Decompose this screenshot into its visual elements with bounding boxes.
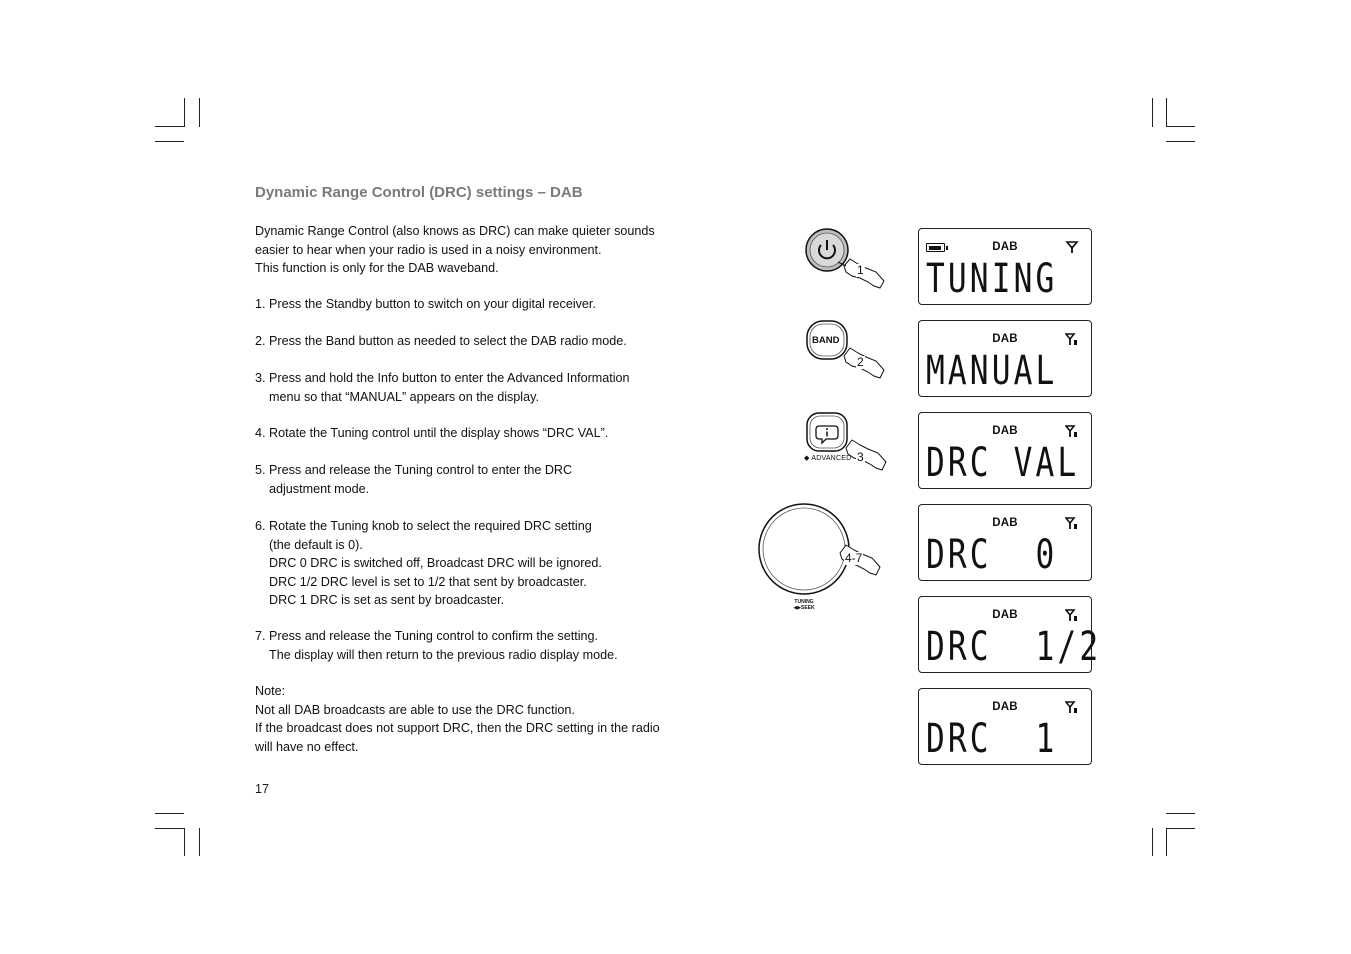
signal-antenna-icon <box>1065 240 1079 254</box>
signal-antenna-icon <box>1065 332 1079 346</box>
text-line: Not all DAB broadcasts are able to use the DRC function. <box>255 702 575 717</box>
text-line: menu so that “MANUAL” appears on the display. <box>269 389 539 404</box>
signal-antenna-icon <box>1065 516 1079 530</box>
page-number: 17 <box>255 782 270 796</box>
text-line: This function is only for the DAB waveband. <box>255 261 499 275</box>
drc-option-1: DRC 1 DRC is set as sent by broadcaster. <box>269 593 505 607</box>
text-line: Dynamic Range Control (also knows as DRC) can make quieter sounds <box>255 224 655 238</box>
band-indicator: DAB <box>992 609 1018 621</box>
lcd-text: DRC 0 <box>926 532 1058 578</box>
drc-option-half: DRC 1/2 DRC level is set to 1/2 that sent by broadcaster. <box>269 574 587 589</box>
text-line: 1. Press the Standby button to switch on your digital receiver. <box>255 297 596 311</box>
text-line: easier to hear when your radio is used in a noisy environment. <box>255 242 602 257</box>
text-line: 4. Rotate the Tuning control until the display shows “DRC VAL”. <box>255 426 609 440</box>
tuning-knob-icon <box>756 503 886 599</box>
lcd-display <box>918 228 1092 305</box>
step-5 <box>255 461 725 498</box>
text-line: 7. Press and release the Tuning control to confirm the setting. <box>255 629 599 643</box>
band-indicator: DAB <box>992 425 1018 437</box>
info-button-illustration <box>804 412 890 482</box>
text-line: 3. Press and hold the Info button to enter the Advanced Information <box>255 371 630 385</box>
text-line: If the broadcast does not support DRC, then the DRC setting in the radio <box>255 721 660 735</box>
standby-icon <box>800 226 890 292</box>
text-line: 2. Press the Band button as needed to select the DAB radio mode. <box>255 334 627 348</box>
lcd-display <box>918 320 1092 397</box>
signal-antenna-icon <box>1065 424 1079 438</box>
drc-option-0: DRC 0 DRC is switched off, Broadcast DRC will be ignored. <box>269 556 602 570</box>
seek-label-line: ◀▶SEEK <box>793 605 815 611</box>
step-number: 4-7 <box>845 551 863 565</box>
note-title: Note: <box>255 684 286 698</box>
lcd-display <box>918 412 1092 489</box>
advanced-label: ◆ ADVANCED <box>804 455 852 462</box>
lcd-text: DRC 1 <box>926 716 1058 762</box>
step-number: 3 <box>857 450 864 464</box>
step-4 <box>255 424 725 443</box>
step-3 <box>255 369 725 406</box>
step-number: 2 <box>857 355 864 369</box>
info-icon <box>804 412 890 482</box>
band-indicator: DAB <box>992 517 1018 529</box>
band-icon <box>806 320 890 386</box>
page-title: Dynamic Range Control (DRC) settings – DAB <box>255 184 583 201</box>
text-line: will have no effect. <box>255 739 359 754</box>
lcd-text: DRC VAL <box>926 440 1080 486</box>
lcd-display <box>918 688 1092 765</box>
note-block <box>255 682 725 756</box>
lcd-text: DRC 1/2 <box>926 624 1102 670</box>
lcd-text: MANUAL <box>926 348 1058 394</box>
signal-antenna-icon <box>1065 700 1079 714</box>
band-indicator: DAB <box>992 241 1018 253</box>
text-line: adjustment mode. <box>269 481 370 496</box>
step-7 <box>255 627 725 664</box>
tuning-label-line: TUNING <box>794 599 814 605</box>
text-line: 6. Rotate the Tuning knob to select the required DRC setting <box>255 519 592 533</box>
standby-button-illustration <box>800 226 890 292</box>
band-label: BAND <box>812 335 840 346</box>
step-6 <box>255 517 725 610</box>
lcd-display <box>918 596 1102 673</box>
step-1 <box>255 295 725 314</box>
tuning-label <box>789 599 819 611</box>
text-line: (the default is 0). <box>269 537 363 552</box>
band-button-illustration <box>806 320 890 386</box>
intro-paragraph <box>255 222 725 278</box>
step-2 <box>255 332 725 351</box>
band-indicator: DAB <box>992 701 1018 713</box>
step-number: 1 <box>857 263 864 277</box>
text-line: 5. Press and release the Tuning control to enter the DRC <box>255 463 573 477</box>
band-indicator: DAB <box>992 333 1018 345</box>
text-line: The display will then return to the previous radio display mode. <box>269 647 618 662</box>
lcd-display <box>918 504 1092 581</box>
tuning-knob-illustration <box>756 503 886 611</box>
signal-antenna-icon <box>1065 608 1079 622</box>
lcd-text: TUNING <box>926 256 1058 302</box>
